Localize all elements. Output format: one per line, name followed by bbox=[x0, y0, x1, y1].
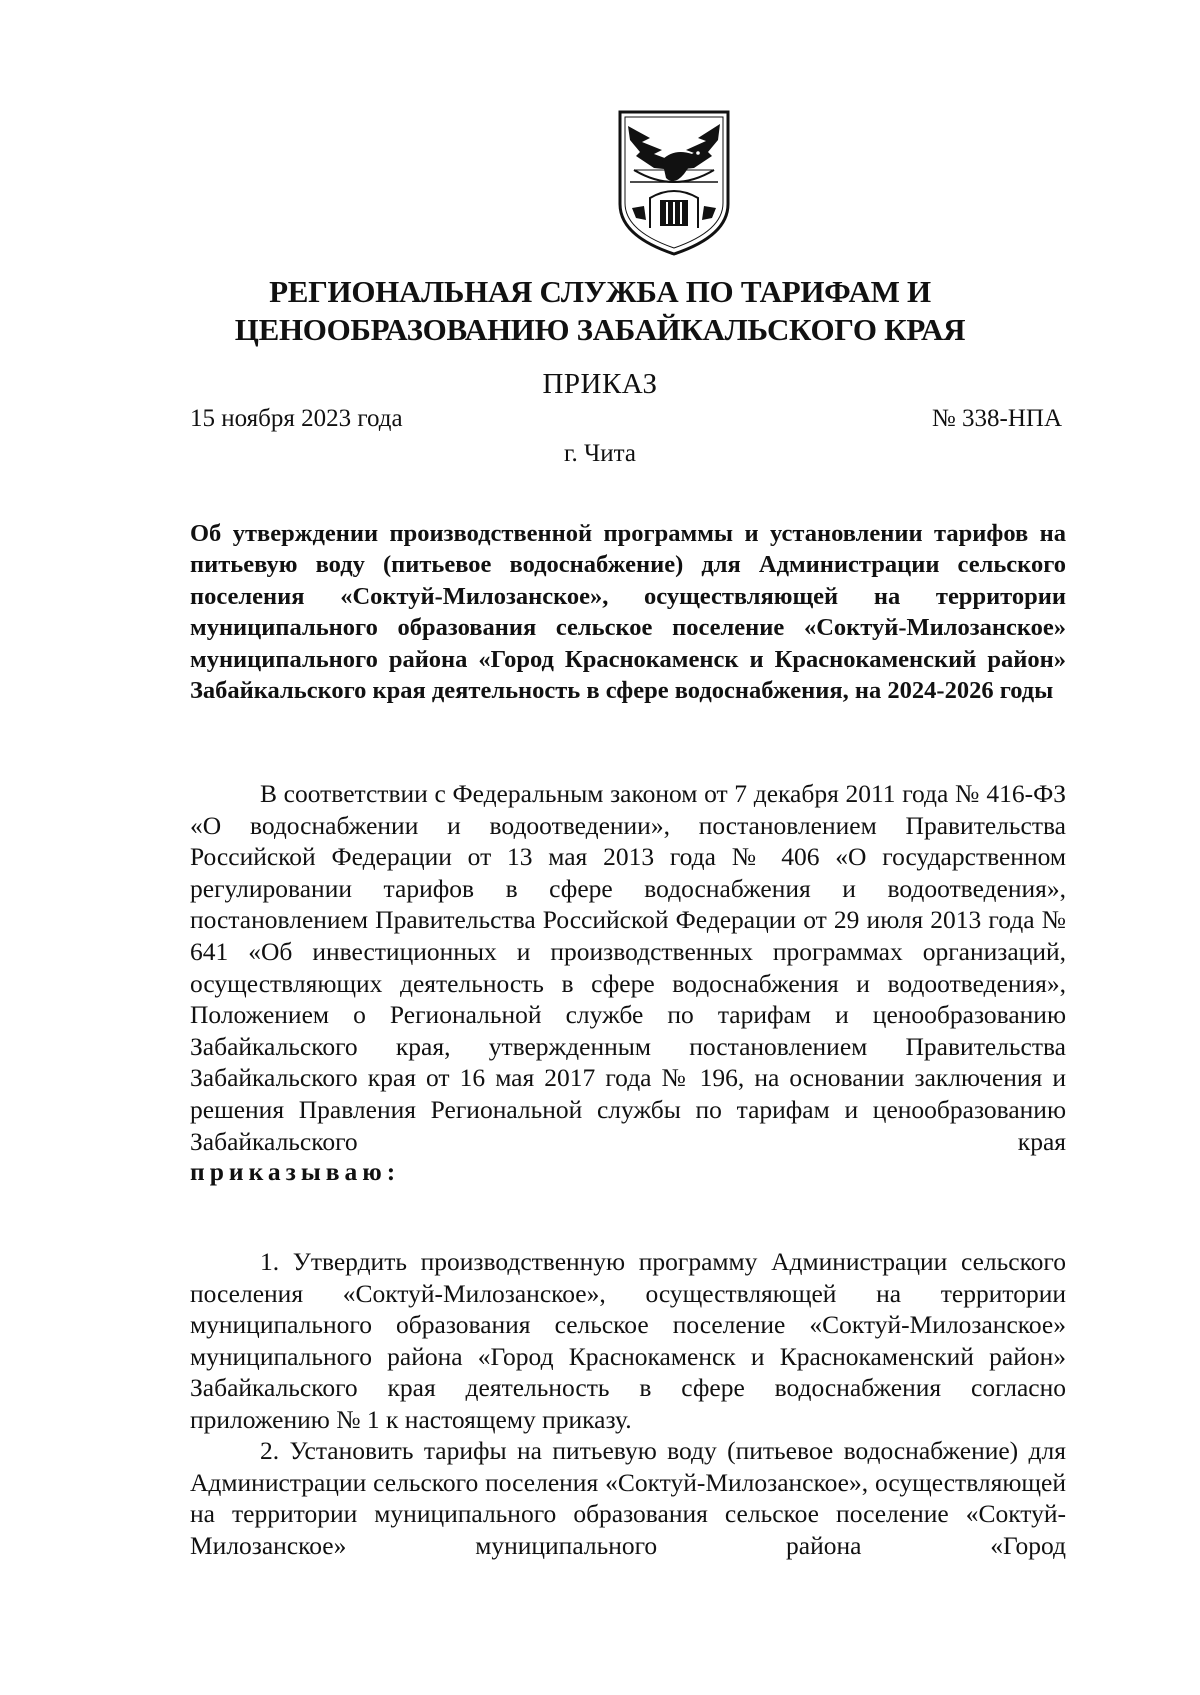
document-type: ПРИКАЗ bbox=[542, 368, 658, 400]
document-date: 15 ноября 2023 года bbox=[190, 405, 403, 432]
order-item-2: 2. Установить тарифы на питьевую воду (питьевое водоснабжение) для Администрации сельского поселения «Соктуй-Милозанское», осуществляющей на территории муниципального образования сельское поселение «Соктуй-Милозанское» муниципального района «Город bbox=[190, 1436, 1066, 1560]
order-item-1: 1. Утвердить производственную программу Администрации сельского поселения «Соктуй-Милозанское», осуществляющей на территории муниципального образования сельское поселение «Соктуй-Милозанское» муниципального района «Город Краснокаменск и Краснокаменский район» Забайкальского края деятельность в сфере водоснабжения согласно приложению № 1 к настоящему приказу. bbox=[190, 1247, 1066, 1434]
coat-of-arms-icon bbox=[614, 108, 734, 258]
preamble-paragraph: В соответствии с Федеральным законом от 7 декабря 2011 года № 416-ФЗ «О водоснабжении и водоотведении», постановлением Правительства Российской Федерации от 13 мая 2013 года № 406 «О государственном регулировании тарифов в сфере водоснабжения и водоотведения», постановлением Правительства Российской Федерации от 29 июля 2013 года № 641 «Об инвестиционных и производственных программах организаций, осуществляющих деятельность в сфере водоснабжения и водоотведения», Положением о Региональной службе по тарифам и ценообразованию Забайкальского края, утвержденным постановлением Правительства Забайкальского края от 16 мая 2017 года № 196, на основании заключения и решения Правления Региональной службы по тарифам и ценообразованию Забайкальского края bbox=[190, 779, 1066, 1156]
organization-name-line-1: РЕГИОНАЛЬНАЯ СЛУЖБА ПО ТАРИФАМ И bbox=[269, 274, 931, 309]
document-number: № 338-НПА bbox=[931, 405, 1062, 432]
order-word: приказываю: bbox=[190, 1157, 401, 1186]
document-title: Об утверждении производственной программы и установлении тарифов на питьевую воду (питьевое водоснабжение) для Администрации сельского поселения «Соктуй-Милозанское», осуществляющей на территории муниципального образования сельское поселение «Соктуй-Милозанское» муниципального района «Город Краснокаменск и Краснокаменский район» Забайкальского края деятельность в сфере водоснабжения, на 2024-2026 годы bbox=[190, 520, 1066, 705]
document-city: г. Чита bbox=[564, 440, 636, 467]
organization-name-line-2: ЦЕНООБРАЗОВАНИЮ ЗАБАЙКАЛЬСКОГО КРАЯ bbox=[234, 312, 966, 347]
